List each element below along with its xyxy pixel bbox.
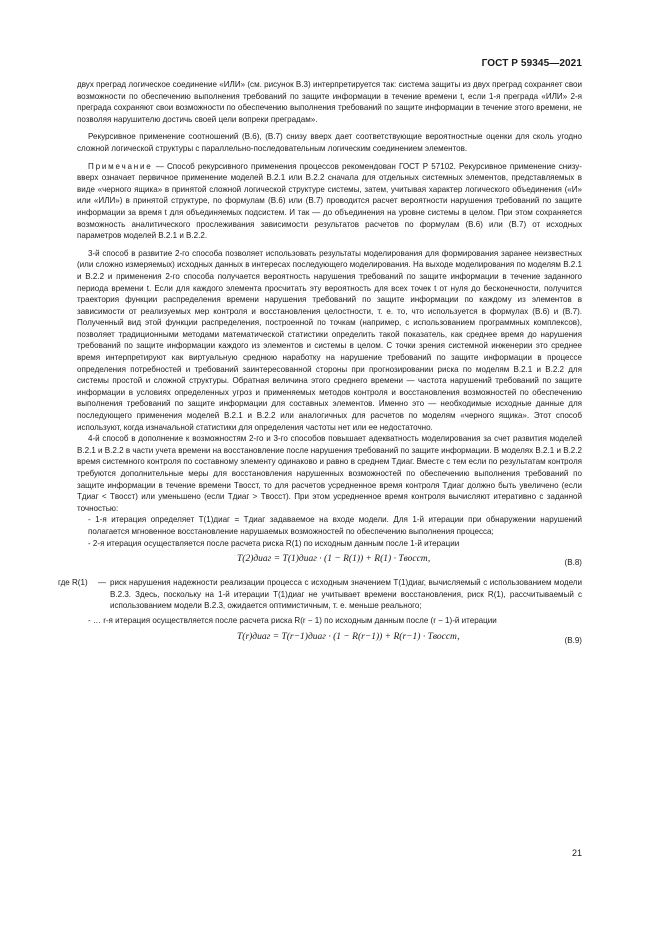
note-paragraph [77,161,582,242]
formula-b8-expression: T(2)диаг = T(1)диаг · (1 − R(1)) + R(1) · Tвосст, [237,554,431,565]
where-dash: — [98,578,107,588]
paragraph-recursive: Рекурсивное применение соотношений (В.6), (В.7) снизу вверх дает соответствующие вероятностные оценки для сколь угодно сложной логической структуры с параллельно-последовательным логическим соединением элементов. [77,132,582,153]
where-symbol: где R(1) [58,578,88,588]
where-definition [58,577,582,612]
note-label: Примечание [88,161,153,171]
formula-b9 [77,628,582,654]
list-item-iteration-r: - … r-я итерация осуществляется после расчета риска R(r − 1) по исходным данным после (r − 1)-й итерации [88,615,497,625]
where-text: риск нарушения надежности реализации процесса с исходным значением T(1)диаг, вычисляемый с использованием модели В.2.3. Здесь, поскольку на 1-й итерации T(1)диаг не учитывает времени восстановления, риск R(1), рассчитываемый с использованием модели В.2.3, ожидается оптимистичным, т. е. меньше реального; [110,578,582,611]
note-text: — Способ рекурсивного применения процессов рекомендован ГОСТ Р 57102. Рекурсивное применение снизу-вверх означает первичное применение моделей В.2.1 или В.2.2 сначала для отдельных системных элементов, представляемых в виде «черного ящика» в принятой сложной логической структуре системы, затем, учитывая характер логического объединения («И» или «ИЛИ») в принятой структуре, по формулам (В.6) или (В.7) проводится расчет вероятности нарушения требований по защите информации за время t для объединяемых подсистем. И так — до объединения на уровне системы в целом. При этом сохраняется возможность аналитического прослеживания зависимости результатов расчетов по формулам (В.6) или (В.7) от исходных параметров моделей В.2.1 и В.2.2. [77,161,582,241]
paragraph-method-4: 4-й способ в дополнение к возможностям 2-го и 3-го способов повышает адекватность моделирования за счет развития моделей В.2.1 и В.2.2 в части учета времени на восстановление после нарушения требований по защите информации. В моделях В.2.1 и В.2.2 время системного контроля по составному элементу одинаково и равно в среднем Tдиаг. Вместе с тем если по результатам контроля требуются дополнительные меры для восстановления нарушенных возможностей по обеспечению выполнения требований по защите информации в течение времени Tвосст, то для расчетов усредненное время контроля Tдиаг должно быть увеличено (если Tдиаг < Tвосст) или уменьшено (если Tдиаг > Tвосст). При этом усредненное время контроля вычисляют итеративно с заданной точностью: [77,434,582,513]
list-item-iteration-2: - 2-я итерация осуществляется после расчета риска R(1) по исходным данным после 1-й итерации [88,538,460,548]
formula-b9-expression: T(r)диаг = T(r−1)диаг · (1 − R(r−1)) + R(r−1) · Tвосст, [237,631,460,642]
paragraph-method-3: 3-й способ в развитие 2-го способа позволяет использовать результаты моделирования для формирования заранее неизвестных (или сложно измеряемых) исходных данных в интересах последующего моделирования. На выходе моделирования по моделям В.2.1 и В.2.2 и применения 2-го способа получается вероятность нарушения требований по защите информации в течение заданного периода времени t. Если для каждого элемента просчитать эту вероятность для всех точек t от нуля до бесконечности, получится траектория функции распределения времени нарушения требований по защите информации по каждому из элементов в зависимости от реализуемых мер контроля и восстановления целостности, т. е. то, что используется в формулах (В.6) и (В.7). Полученный вид этой функции распределения, построенной по точкам (например, с использованием программных комплексов), позволяет традиционными методами математической статистики определить такой показатель, как среднее время до нарушения требований по защите информации каждого из элементов и системы в целом. С точки зрения системной инженерии это среднее время интерпретируют как виртуальную среднюю наработку на нарушение требований по защите информации в процессе определения потребностей и требований заинтересованной стороны при прогнозировании риска по моделям В.2.1 и В.2.2 для системы простой и сложной структуры. Обратная величина этого среднего времени — частота нарушений требований по защите информации в условиях определенных угроз и применяемых методов контроля и восстановления возможностей по обеспечению выполнения требований по защите информации для составных элементов. Именно это — необходимые исходные данные для последующего применения моделей В.2.1 и В.2.2 или аналогичных для расчетов по моделям «черного ящика». Этот способ используют, когда изначальной статистики для определения частоты нет или ее недостаточно. [77,248,582,432]
document-header: ГОСТ Р 59345—2021 [481,58,582,69]
formula-b8 [77,550,582,576]
document-body [58,79,582,655]
page-number: 21 [571,848,582,858]
list-item-iteration-1: - 1-я итерация определяет T(1)диаг = Tдиаг задаваемое на входе модели. Для 1-й итерации при обнаружении нарушений полагается мгновенное восстановление нарушаемых возможностей по обеспечению выполнения процесса; [88,515,582,536]
formula-b9-number: (В.9) [564,635,582,645]
paragraph-continuation: двух преград логическое соединение «ИЛИ» (см. рисунок В.3) интерпретируется так: система защиты из двух преград сохраняет свои возможности по обеспечению выполнения требований по защите информации в течение времени t, если 1-я преграда «ИЛИ» 2-я преграда сохраняют свои возможности по обеспечению выполнения требований по защите информации в течение этого времени, не позволяя нарушителю достичь своей цели вопреки преградам». [77,80,582,124]
formula-b8-number: (В.8) [564,558,582,568]
